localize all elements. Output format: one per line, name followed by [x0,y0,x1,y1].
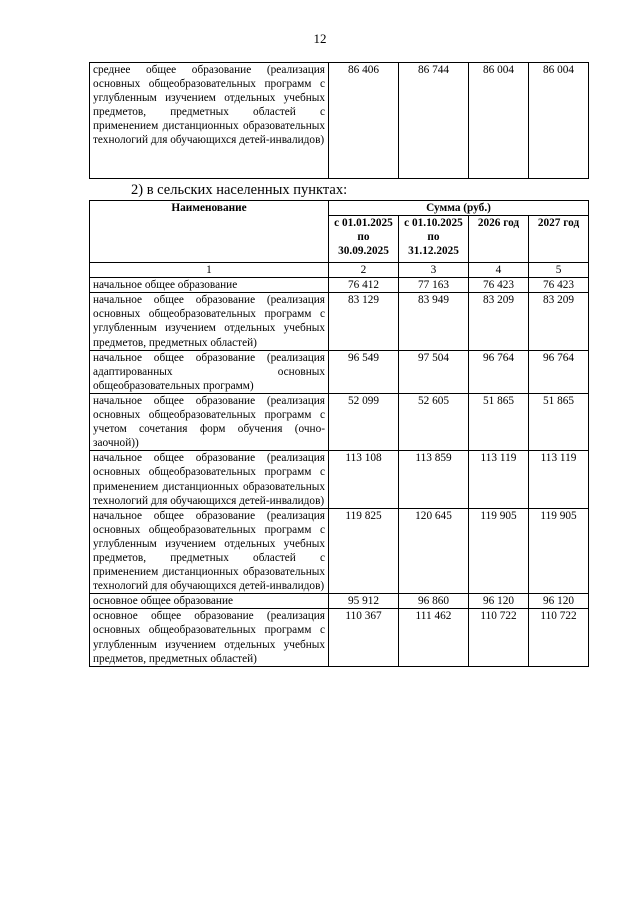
table-row [90,293,589,350]
rural-costs-table [89,200,589,667]
value-cell: 96 860 [399,594,469,609]
value-cell: 83 129 [329,293,399,350]
value-cell: 96 120 [469,594,529,609]
row-name: начальное общее образование (реализация основных общеобразовательных программ с учетом сочетания форм обучения (очно-заочной)) [90,393,329,450]
row-name: начальное общее образование (реализация основных общеобразовательных программ с применением дистанционных образовательных технологий для обучающихся детей-инвалидов) [90,451,329,508]
column-number: 2 [329,263,399,278]
value-cell: 110 722 [529,609,589,666]
value-cell: 113 119 [529,451,589,508]
header-row [90,201,589,216]
value-cell: 51 865 [469,393,529,450]
value-cell: 77 163 [399,278,469,293]
value-cell: 113 108 [329,451,399,508]
row-name: среднее общее образование (реализация основных общеобразовательных программ с углубленным изучением отдельных учебных предметов, предметных областей с применением дистанционных образовательных технологий для обучающихся детей-инвалидов) [90,63,329,179]
period-header: с 01.01.2025 по 30.09.2025 [329,216,399,263]
value-cell: 111 462 [399,609,469,666]
value-cell: 119 825 [329,508,399,594]
row-name: начальное общее образование (реализация основных общеобразовательных программ с углубленным изучением отдельных учебных предметов, предметных областей с применением дистанционных образовательных технологий для обучающихся детей-инвалидов) [90,508,329,594]
column-number: 3 [399,263,469,278]
table-row [90,350,589,393]
value-cell: 76 412 [329,278,399,293]
period-header: 2026 год [469,216,529,263]
column-number: 4 [469,263,529,278]
period-header: 2027 год [529,216,589,263]
column-numbers-row [90,263,589,278]
table-row [90,594,589,609]
section-caption: 2) в сельских населенных пунктах: [131,182,348,198]
value-cell: 96 764 [469,350,529,393]
column-number: 5 [529,263,589,278]
table-row [90,451,589,508]
value-cell: 120 645 [399,508,469,594]
value-cell: 96 764 [529,350,589,393]
value-cell: 83 209 [529,293,589,350]
value-cell: 52 099 [329,393,399,450]
table-row [90,393,589,450]
period-header: с 01.10.2025 по 31.12.2025 [399,216,469,263]
value-cell: 96 120 [529,594,589,609]
table-row [90,609,589,666]
row-name: основное общее образование [90,594,329,609]
value-cell: 97 504 [399,350,469,393]
header-name: Наименование [90,201,329,263]
column-number: 1 [90,263,329,278]
value-cell: 51 865 [529,393,589,450]
value-cell: 83 949 [399,293,469,350]
top-table-continuation [89,62,589,179]
value-cell: 86 744 [399,63,469,179]
row-name: начальное общее образование (реализация основных общеобразовательных программ с углубленным изучением отдельных учебных предметов, предметных областей) [90,293,329,350]
table-row [90,508,589,594]
value-cell: 113 119 [469,451,529,508]
page-number: 12 [313,31,327,46]
value-cell: 110 367 [329,609,399,666]
value-cell: 83 209 [469,293,529,350]
table-row [90,278,589,293]
value-cell: 110 722 [469,609,529,666]
value-cell: 96 549 [329,350,399,393]
row-name: основное общее образование (реализация основных общеобразовательных программ с углубленным изучением отдельных учебных предметов, предметных областей) [90,609,329,666]
header-sum: Сумма (руб.) [329,201,589,216]
value-cell: 76 423 [529,278,589,293]
table-row [90,63,589,179]
value-cell: 119 905 [529,508,589,594]
row-name: начальное общее образование (реализация адаптированных основных общеобразовательных программ) [90,350,329,393]
value-cell: 86 004 [469,63,529,179]
value-cell: 119 905 [469,508,529,594]
row-name: начальное общее образование [90,278,329,293]
value-cell: 113 859 [399,451,469,508]
value-cell: 86 004 [529,63,589,179]
value-cell: 95 912 [329,594,399,609]
value-cell: 76 423 [469,278,529,293]
value-cell: 86 406 [329,63,399,179]
value-cell: 52 605 [399,393,469,450]
